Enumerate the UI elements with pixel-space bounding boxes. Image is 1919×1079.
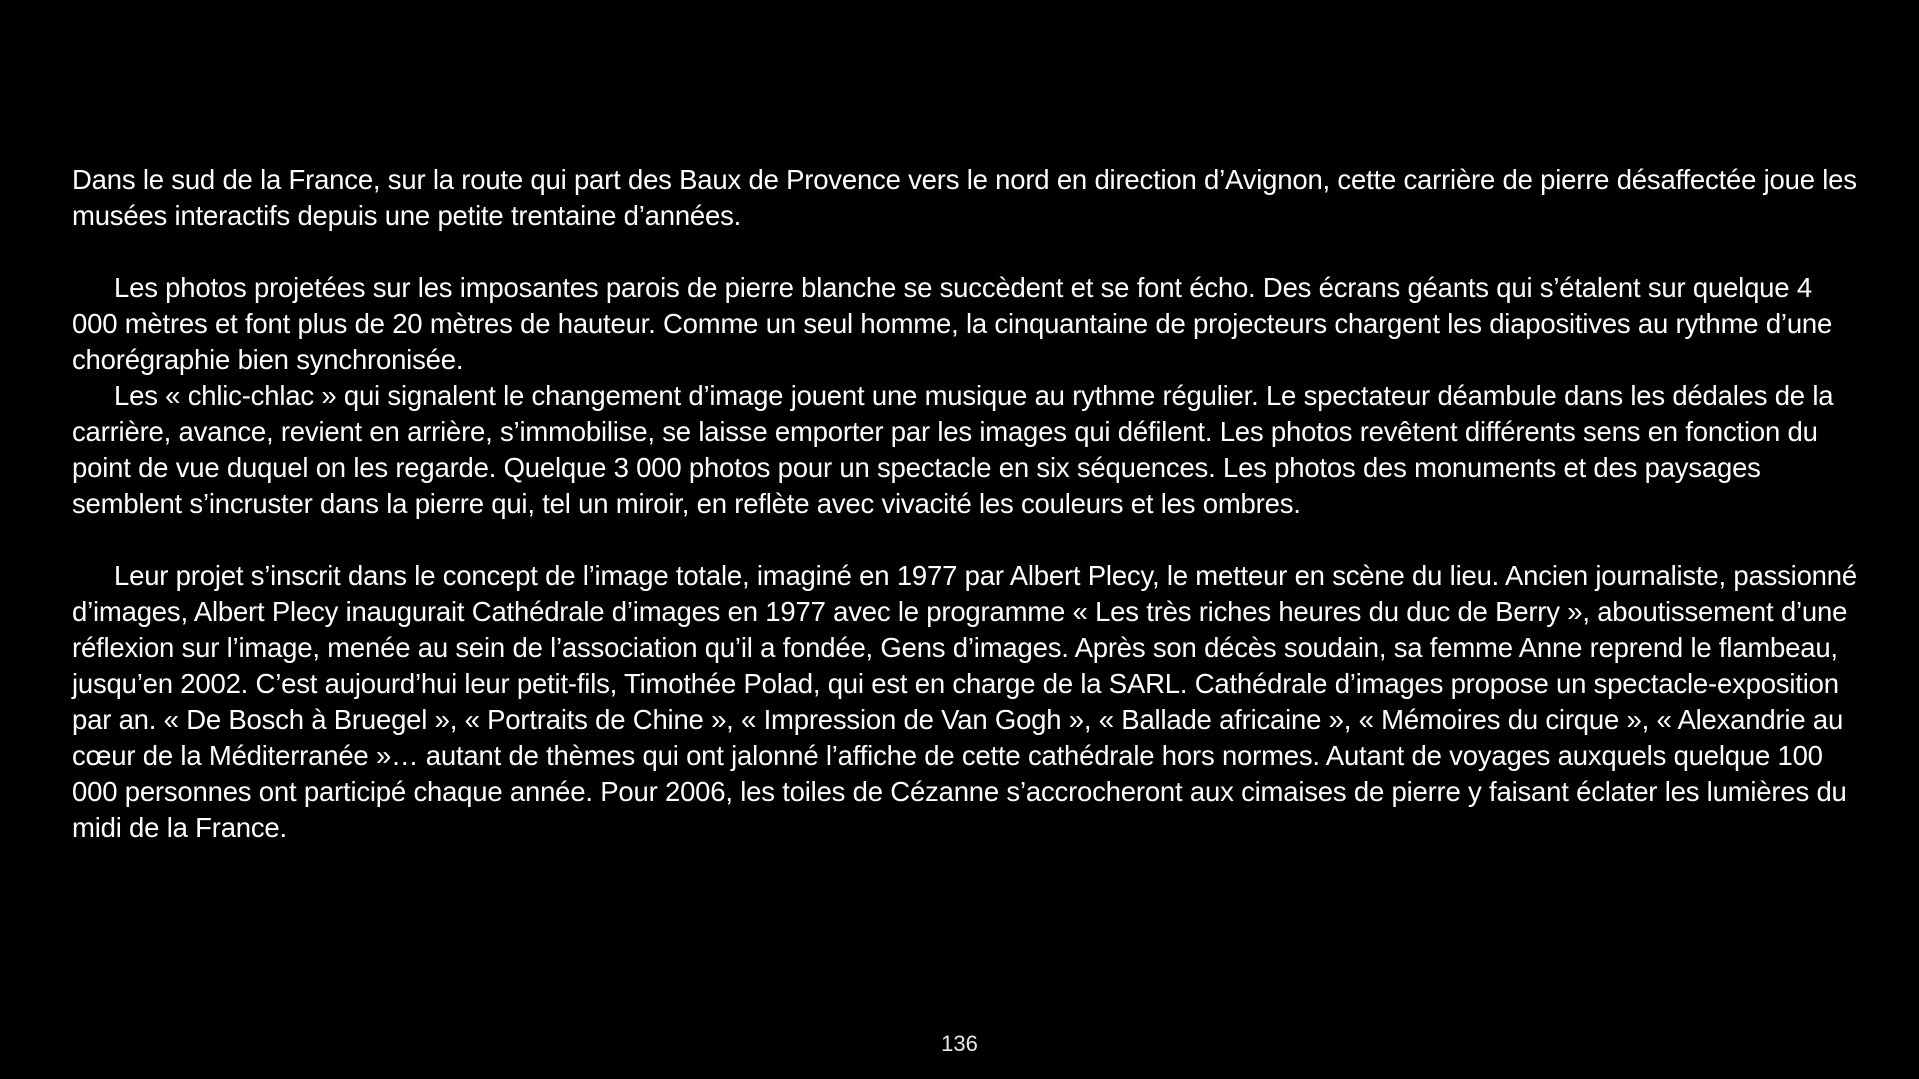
- paragraph-intro: Dans le sud de la France, sur la route qui part des Baux de Provence vers le nord en direction d’Avignon, cette carrière de pierre désaffectée joue les musées interactifs depuis une petite trentaine d’années.: [72, 164, 1857, 231]
- paragraph-history: Leur projet s’inscrit dans le concept de l’image totale, imaginé en 1977 par Albert Plecy, le metteur en scène du lieu. Ancien journaliste, passionné d’images, Albert Plecy inaugurait Cathédrale d’images en 1977 avec le programme « Les très riches heures du duc de Berry », aboutissement d’une réflexion sur l’image, menée au sein de l’association qu’il a fondée, Gens d’images. Après son décès soudain, sa femme Anne reprend le flambeau, jusqu’en 2002. C’est aujourd’hui leur petit-fils, Timothée Polad, qui est en charge de la SARL. Cathédrale d’images propose un spectacle-exposition par an. « De Bosch à Bruegel », « Portraits de Chine », « Impression de Van Gogh », « Ballade africaine », « Mémoires du cirque », « Alexandrie au cœur de la Méditerranée »… autant de thèmes qui ont jalonné l’affiche de cette cathédrale hors normes. Autant de voyages auxquels quelque 100 000 personnes ont participé chaque année. Pour 2006, les toiles de Cézanne s’accrocheront aux cimaises de pierre y faisant éclater les lumières du midi de la France.: [72, 560, 1857, 843]
- body-text: [72, 162, 1862, 846]
- paragraph-projections: Les photos projetées sur les imposantes parois de pierre blanche se succèdent et se font écho. Des écrans géants qui s’étalent sur quelque 4 000 mètres et font plus de 20 mètres de hauteur. Comme un seul homme, la cinquantaine de projecteurs chargent les diapositives au rythme d’une chorégraphie bien synchronisée.: [72, 272, 1833, 375]
- paragraph-spectator: Les « chlic-chlac » qui signalent le changement d’image jouent une musique au rythme régulier. Le spectateur déambule dans les dédales de la carrière, avance, revient en arrière, s’immobilise, se laisse emporter par les images qui défilent. Les photos revêtent différents sens en fonction du point de vue duquel on les regarde. Quelque 3 000 photos pour un spectacle en six séquences. Les photos des monuments et des paysages semblent s’incruster dans la pierre qui, tel un miroir, en reflète avec vivacité les couleurs et les ombres.: [72, 380, 1834, 519]
- paragraph-spacer: [72, 522, 1862, 558]
- page-number: 136: [941, 1031, 978, 1056]
- paragraph-spacer: [72, 234, 1862, 270]
